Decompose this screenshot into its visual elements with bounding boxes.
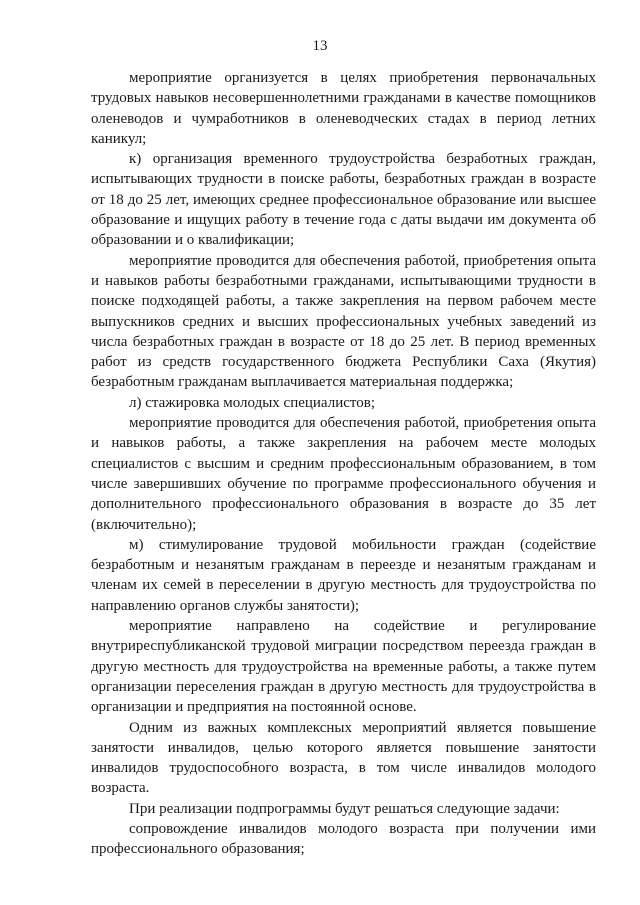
paragraph: мероприятие направлено на содействие и регулирование внутриреспубликанской трудовой миграции посредством переезда граждан в другую местность для трудоустройства на временные работы, а также путем организации переселения граждан в другую местность для трудоустройства в организации и предприятия на постоянной основе. [91, 618, 596, 716]
paragraph: м) стимулирование трудовой мобильности граждан (содействие безработным и незанятым гражданам в переезде и незанятым гражданам и членам их семей в переселении в другую местность для трудоустройства по направлению органов службы занятости); [91, 536, 596, 614]
paragraph: к) организация временного трудоустройства безработных граждан, испытывающих трудности в поиске работы, безработных граждан в возрасте от 18 до 25 лет, имеющих среднее профессиональное образование или высшее образование и ищущих работу в течение года с даты выдачи им документа об образовании и о квалификации; [91, 151, 596, 249]
paragraph: л) стажировка молодых специалистов; [129, 394, 375, 411]
paragraph: мероприятие организуется в целях приобретения первоначальных трудовых навыков несовершеннолетними гражданами в качестве помощников оленеводов и чумработников в оленеводческих стадах в период летних каникул; [91, 70, 596, 147]
page-number: 13 [312, 38, 328, 54]
document-body [91, 68, 596, 860]
paragraph: мероприятие проводится для обеспечения работой, приобретения опыта и навыков работы безработными гражданами, испытывающими трудности в поиске подходящей работы, а также закрепления на первом рабочем месте выпускников средних и высших профессиональных учебных заведений из числа безработных граждан в возрасте от 18 до 25 лет. В период временных работ из средств государственного бюджета Республики Саха (Якутия) безработным гражданам выплачивается материальная поддержка; [91, 252, 596, 391]
paragraph: мероприятие проводится для обеспечения работой, приобретения опыта и навыков работы, а также закрепления на рабочем месте молодых специалистов с высшим и средним профессиональным образованием, в том числе завершивших обучение по программе профессионального обучения и дополнительного профессионального образования в возрасте до 35 лет (включительно); [91, 415, 596, 533]
paragraph: Одним из важных комплексных мероприятий является повышение занятости инвалидов, целью которого является повышение занятости инвалидов трудоспособного возраста, в том числе инвалидов молодого возраста. [91, 719, 596, 797]
paragraph: При реализации подпрограммы будут решаться следующие задачи: [129, 800, 560, 817]
paragraph: сопровождение инвалидов молодого возраста при получении ими профессионального образования; [91, 820, 596, 858]
